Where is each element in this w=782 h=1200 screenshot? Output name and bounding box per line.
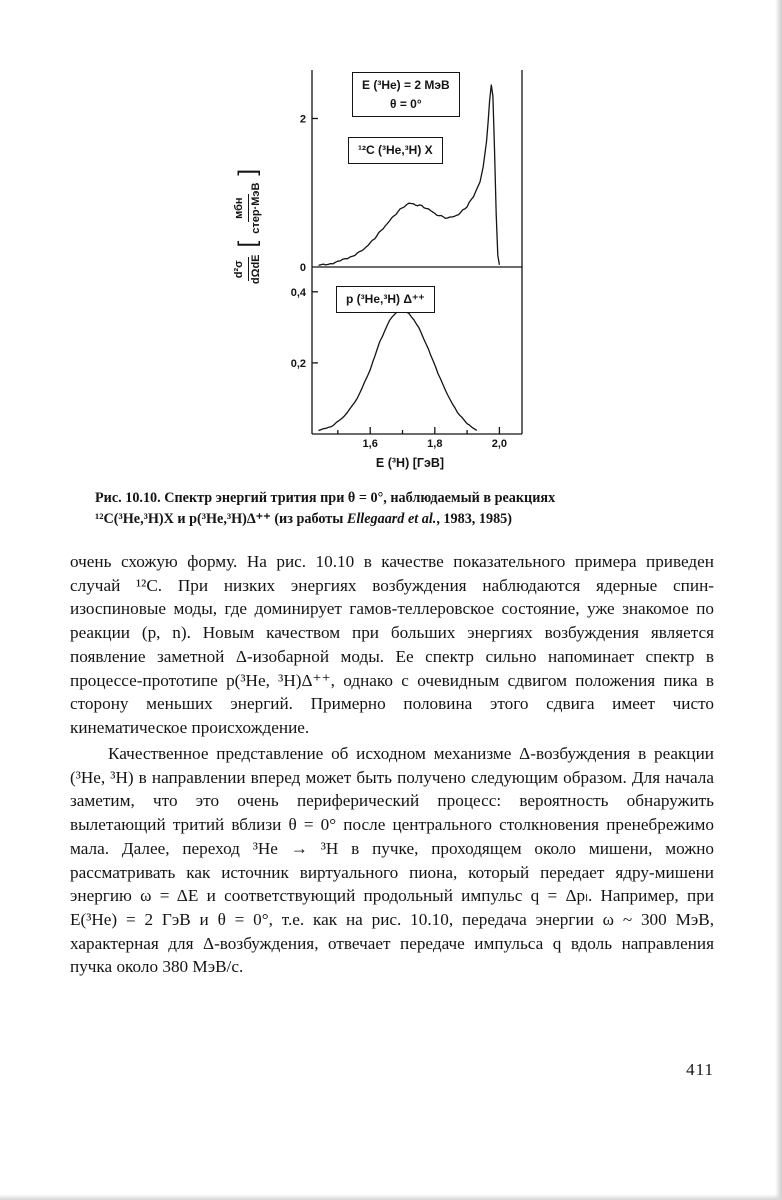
caption-reference-italic: Ellegaard et al. [346, 511, 437, 528]
x-tick-label: 1,8 [427, 438, 443, 450]
ylabel-denominator: dΩdE [249, 254, 262, 285]
ylabel-unit-denominator: стер·МэВ [249, 182, 262, 234]
spectrum-curve-delta [319, 309, 477, 430]
reaction-c12-box [348, 137, 443, 164]
y-tick-label: 2 [299, 113, 306, 126]
spectra-plot [278, 62, 528, 454]
x-tick-label: 1,6 [362, 438, 378, 450]
ylabel-unit-numerator: мбн [233, 194, 248, 221]
y-tick-label: 0,4 [290, 287, 306, 299]
caption-text-2: ¹²C(³He,³H)X и p(³He,³H)Δ⁺⁺ (из работы [95, 511, 347, 528]
y-axis-label [232, 128, 264, 328]
ylabel-cross-section-fraction [233, 251, 262, 287]
reaction-c12-label: ¹²C (³He,³H) X [358, 143, 433, 157]
x-axis-label: E (³H) [ГэВ] [375, 456, 445, 470]
paragraph-1: очень схожую форму. На рис. 10.10 в качестве показательного примера приведен случай ¹²C. При низких энергиях возбуждения наблюдаются ядерные спин-изоспиновые моды, где доминирует гамов-теллеровское состояние, уже знакомое по реакции (p, n). Новым качеством при больших энергиях возбуждения является появление заметной Δ-изобарной моды. Ее спектр сильно напоминает спектр в процессе-прототипе p(³He, ³H)Δ⁺⁺, однако с очевидным сдвигом положения пика в сторону меньших энергий. Примерно половина этого сдвига имеет чисто кинематическое происхождение. [70, 552, 714, 738]
angle-label: θ = 0° [390, 96, 422, 111]
caption-text-3: , 1983, 1985) [436, 511, 512, 528]
x-tick-label: 2,0 [491, 438, 508, 450]
caption-line-1 [95, 488, 701, 509]
beam-condition-box [352, 72, 460, 117]
y-tick-label: 0,2 [290, 358, 306, 370]
y-tick-label: 0 [299, 262, 306, 274]
caption-line-2 [95, 509, 701, 530]
reaction-proton-label: p (³He,³H) Δ⁺⁺ [346, 292, 425, 306]
caption-text-1: Спектр энергий трития при θ = 0°, наблюдаемый в реакциях [164, 490, 556, 506]
ylabel-close-bracket: ] [234, 168, 261, 176]
beam-energy-label: E (³He) = 2 МэВ [362, 78, 450, 92]
ylabel-open-bracket: [ [234, 240, 261, 248]
reaction-proton-box [336, 286, 435, 313]
body-text [70, 550, 714, 979]
paragraph-2: Качественное представление об исходном механизме Δ-возбуждения в реакции (³He, ³H) в направлении вперед может быть получено следующим образом. Для начала заметим, что это очень периферический процесс: вероятность обнаружить вылетающий тритий вблизи θ = 0° после центрального столкновения пренебрежимо мала. Далее, переход ³He → ³H в пучке, проходящем около мишени, можно рассматривать как источник виртуального пиона, который передает ядру-мишени энергию ω = ΔE и соответствующий продольный импульс q = Δpₗ. Например, при E(³He) = 2 ГэВ и θ = 0°, т.е. как на рис. 10.10, передача энергии ω ~ 300 МэВ, характерная для Δ-возбуждения, отвечает передаче импульса q вдоль направления пучка около 380 МэВ/c. [70, 743, 714, 977]
page-number: 411 [686, 1060, 714, 1079]
ylabel-numerator: d²σ [233, 257, 248, 281]
figure-caption [95, 488, 701, 531]
ylabel-units-fraction [233, 180, 262, 237]
caption-figure-number: Рис. 10.10. [95, 490, 161, 506]
